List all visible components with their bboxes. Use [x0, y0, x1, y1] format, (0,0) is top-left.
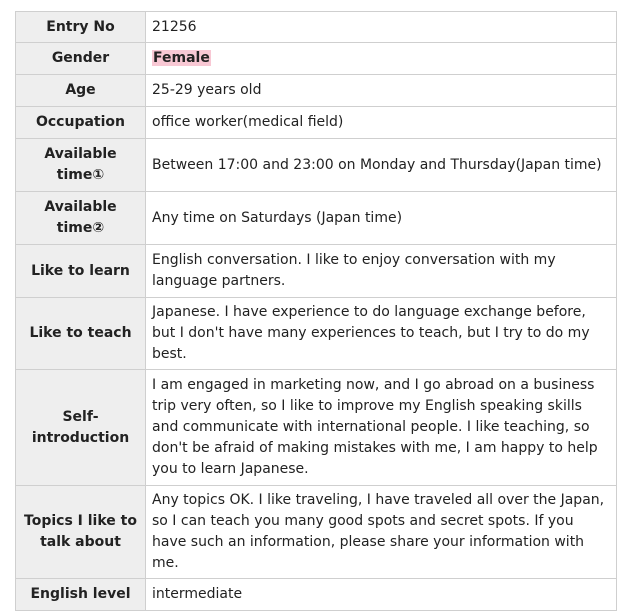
entry-no-label: Entry No — [16, 12, 146, 43]
available-time-2-value: Any time on Saturdays (Japan time) — [146, 192, 617, 245]
gender-value: Female — [153, 50, 210, 66]
age-label: Age — [16, 75, 146, 107]
row-occupation — [16, 107, 617, 139]
row-age — [16, 75, 617, 107]
like-to-learn-value: English conversation. I like to enjoy conversation with my language partners. — [146, 245, 617, 298]
row-english-level — [16, 579, 617, 611]
row-entry-no — [16, 12, 617, 43]
available-time-1-label: Available time① — [16, 139, 146, 192]
row-available-time-1 — [16, 139, 617, 192]
available-time-1-value: Between 17:00 and 23:00 on Monday and Thursday(Japan time) — [146, 139, 617, 192]
occupation-value: office worker(medical field) — [146, 107, 617, 139]
row-topics — [16, 486, 617, 579]
gender-cell — [146, 43, 617, 75]
gender-label: Gender — [16, 43, 146, 75]
english-level-value: intermediate — [146, 579, 617, 611]
row-like-to-learn — [16, 245, 617, 298]
self-introduction-value: I am engaged in marketing now, and I go abroad on a business trip very often, so I like to improve my English speaking skills and communicate with international people. I like teaching, so don't be afraid of making mistakes with me, I am happy to help you to learn Japanese. — [146, 370, 617, 486]
like-to-teach-value: Japanese. I have experience to do language exchange before, but I don't have many experiences to teach, but I try to do my best. — [146, 298, 617, 370]
entry-no-value: 21256 — [146, 12, 617, 43]
row-available-time-2 — [16, 192, 617, 245]
profile-table — [15, 11, 617, 611]
row-like-to-teach — [16, 298, 617, 370]
like-to-learn-label: Like to learn — [16, 245, 146, 298]
row-self-introduction — [16, 370, 617, 486]
english-level-label: English level — [16, 579, 146, 611]
topics-value: Any topics OK. I like traveling, I have traveled all over the Japan, so I can teach you many good spots and secret spots. If you have such an information, please share your information with me. — [146, 486, 617, 579]
profile-card — [15, 11, 617, 611]
occupation-label: Occupation — [16, 107, 146, 139]
available-time-2-label: Available time② — [16, 192, 146, 245]
row-gender — [16, 43, 617, 75]
self-introduction-label: Self-introduction — [16, 370, 146, 486]
topics-label: Topics I like to talk about — [16, 486, 146, 579]
like-to-teach-label: Like to teach — [16, 298, 146, 370]
age-value: 25-29 years old — [146, 75, 617, 107]
